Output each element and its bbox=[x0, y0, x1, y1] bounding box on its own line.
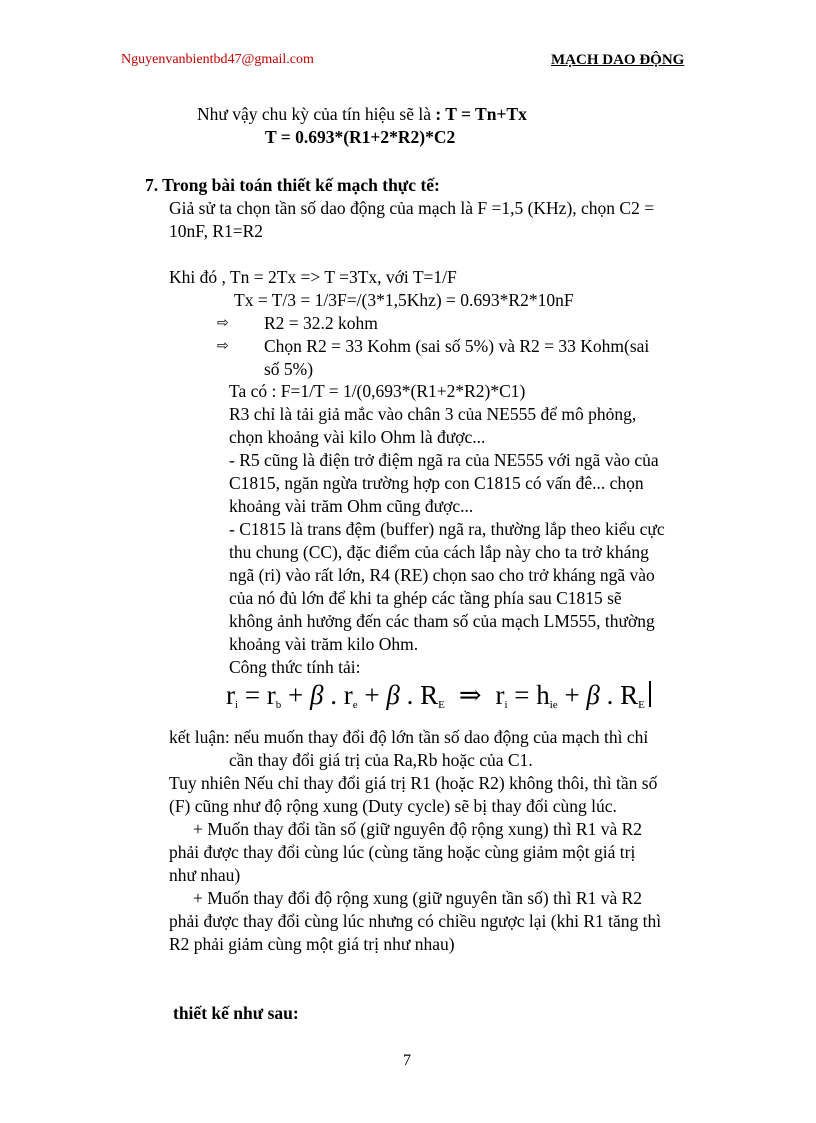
paragraph-line: + Muốn thay đổi tần số (giữ nguyên độ rộng xung) thì R1 và R2 bbox=[193, 819, 643, 839]
paragraph-line: thu chung (CC), đặc điểm của cách lắp này cho ta trở kháng bbox=[229, 542, 649, 562]
formula-h: h bbox=[536, 680, 550, 710]
paragraph-line: Tuy nhiên Nếu chỉ thay đổi giá trị R1 (hoặc R2) không thôi, thì tần số bbox=[169, 773, 658, 793]
paragraph-line: như nhau) bbox=[169, 865, 241, 885]
cursor-bar bbox=[649, 681, 651, 707]
paragraph-line: C1815, ngăn ngừa trường hợp con C1815 có vấn đê... chọn bbox=[229, 473, 644, 493]
formula-beta: β bbox=[386, 680, 400, 710]
implies-icon: ⇒ bbox=[458, 680, 482, 710]
formula-beta: β bbox=[586, 680, 600, 710]
paragraph-line: khoảng vài trăm kilo Ohm. bbox=[229, 634, 419, 654]
formula-sub: E bbox=[638, 699, 645, 711]
paragraph-line: cần thay đổi giá trị của Ra,Rb hoặc của C1. bbox=[229, 750, 533, 770]
paragraph-line: phải được thay đổi cùng lúc (cùng tăng hoặc cùng giảm một giá trị bbox=[169, 842, 636, 862]
ta-co-formula: Ta có : F=1/T = 1/(0,693*(R1+2*R2)*C1) bbox=[229, 381, 526, 401]
tx-calculation: Tx = T/3 = 1/3F=/(3*1,5Khz) = 0.693*R2*10nF bbox=[234, 290, 574, 310]
paragraph-line: ngã (ri) vào rất lớn, R4 (RE) chọn sao cho trở kháng ngã vào bbox=[229, 565, 655, 585]
header-email: Nguyenvanbientbd47@gmail.com bbox=[121, 52, 314, 67]
formula-dot: . bbox=[323, 680, 344, 710]
formula-plus: + bbox=[357, 680, 387, 710]
paragraph-line: Khi đó , Tn = 2Tx => T =3Tx, với T=1/F bbox=[169, 267, 457, 287]
r2-result: R2 = 32.2 kohm bbox=[264, 313, 378, 333]
paragraph-line: Giả sử ta chọn tần số dao động của mạch là F =1,5 (KHz), chọn C2 = bbox=[169, 198, 655, 218]
paragraph-line: R3 chỉ là tải giả mắc vào chân 3 của NE555 để mô phỏng, bbox=[229, 404, 637, 424]
period-formula: T = 0.693*(R1+2*R2)*C2 bbox=[265, 127, 456, 147]
formula-sub: i bbox=[235, 699, 239, 711]
formula-sub: i bbox=[504, 699, 508, 711]
formula-dot: . bbox=[599, 680, 621, 710]
design-heading: thiết kế như sau: bbox=[173, 1003, 299, 1023]
formula-plus: + bbox=[557, 680, 587, 710]
formula-r: r bbox=[266, 680, 276, 710]
paragraph-line: 10nF, R1=R2 bbox=[169, 221, 264, 241]
formula-r: r bbox=[495, 680, 505, 710]
intro-line bbox=[197, 103, 527, 126]
formula-R: R bbox=[420, 680, 439, 710]
paragraph-line: (F) cũng như độ rộng xung (Duty cycle) sẽ bị thay đổi cùng lúc. bbox=[169, 796, 617, 816]
formula-dot: . bbox=[399, 680, 421, 710]
paragraph-line: phải được thay đổi cùng lúc nhưng có chiều ngược lại (khi R1 tăng thì bbox=[169, 911, 662, 931]
paragraph-line: chọn khoảng vài kilo Ohm là được... bbox=[229, 427, 486, 447]
paragraph-line: của nó đủ lớn để khi ta ghép các tầng phía sau C1815 sẽ bbox=[229, 588, 622, 608]
load-formula bbox=[226, 678, 651, 712]
formula-eq: = bbox=[238, 680, 267, 710]
paragraph-line: Chọn R2 = 33 Kohm (sai số 5%) và R2 = 33 Kohm(sai bbox=[264, 336, 650, 356]
formula-eq: = bbox=[507, 680, 537, 710]
paragraph-line: R2 phải giảm cùng một giá trị như nhau) bbox=[169, 934, 455, 954]
formula-sub: e bbox=[352, 699, 358, 711]
section-7-heading: 7. Trong bài toán thiết kế mạch thực tế: bbox=[145, 175, 440, 195]
formula-sub: ie bbox=[549, 699, 558, 711]
header-title: MẠCH DAO ĐỘNG bbox=[551, 52, 685, 68]
paragraph-line: + Muốn thay đổi độ rộng xung (giữ nguyên tần số) thì R1 và R2 bbox=[193, 888, 643, 908]
paragraph-line: kết luận: nếu muốn thay đổi độ lớn tần số dao động của mạch thì chỉ bbox=[169, 727, 649, 747]
paragraph-line: khoảng vài trăm Ohm cũng được... bbox=[229, 496, 474, 516]
paragraph-line: số 5%) bbox=[264, 359, 314, 379]
paragraph-line: - C1815 là trans đệm (buffer) ngã ra, thường lắp theo kiểu cực bbox=[229, 519, 665, 539]
formula-sub: b bbox=[275, 699, 282, 711]
paragraph-line: Công thức tính tải: bbox=[229, 657, 361, 677]
formula-R: R bbox=[620, 680, 639, 710]
page-number: 7 bbox=[403, 1052, 411, 1069]
intro-formula: : T = Tn+Tx bbox=[435, 104, 527, 124]
intro-text: Như vậy chu kỳ của tín hiệu sẽ là bbox=[197, 104, 432, 124]
paragraph-line: - R5 cũng là điện trở điệm ngã ra của NE555 với ngã vào của bbox=[229, 450, 659, 470]
formula-r: r bbox=[226, 680, 235, 710]
formula-plus: + bbox=[281, 680, 311, 710]
formula-r: r bbox=[343, 680, 353, 710]
arrow-right-icon: ⇨ bbox=[217, 338, 229, 354]
formula-sub: E bbox=[438, 699, 445, 711]
formula-beta: β bbox=[310, 680, 324, 710]
arrow-right-icon: ⇨ bbox=[217, 315, 229, 331]
paragraph-line: không ảnh hưởng đến các tham số của mạch LM555, thường bbox=[229, 611, 655, 631]
